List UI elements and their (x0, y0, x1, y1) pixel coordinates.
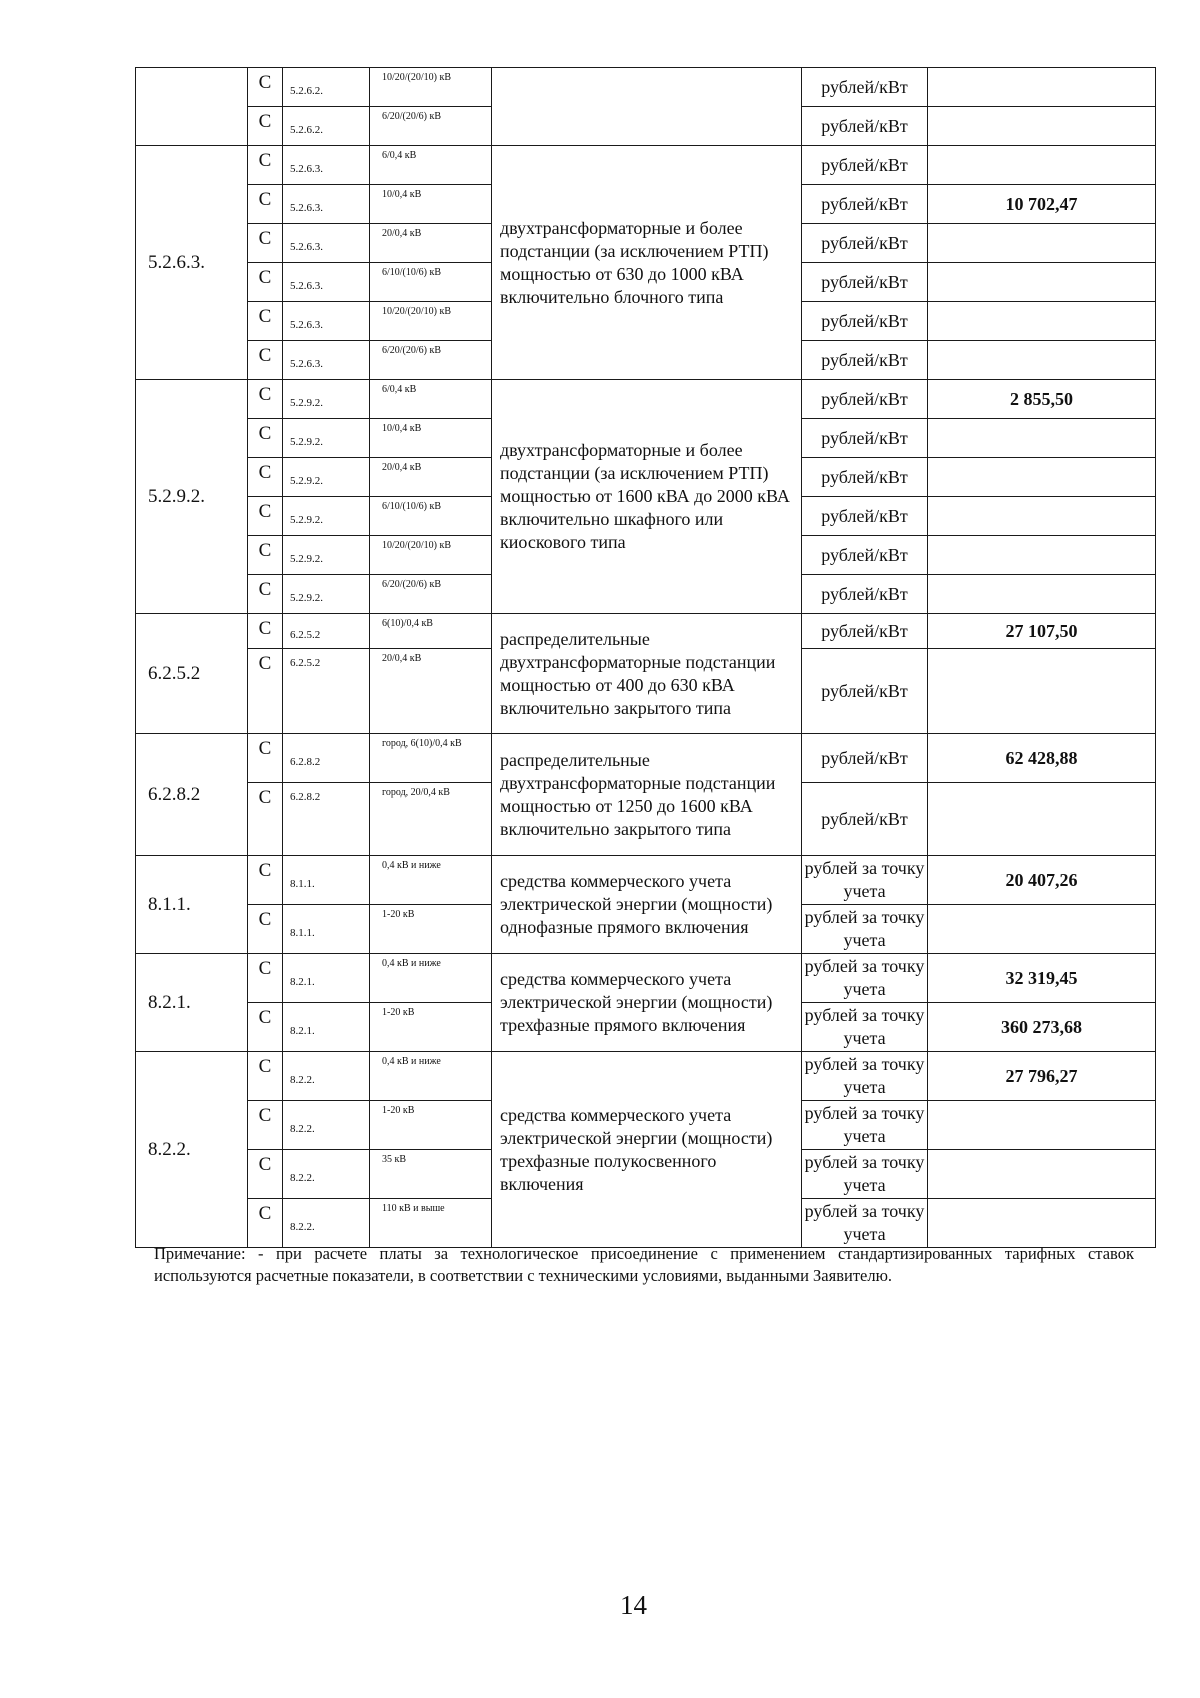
rate-cell (928, 649, 1156, 734)
voltage-cell: 6/10/(10/6) кВ (370, 263, 492, 302)
rate-cell: 360 273,68 (928, 1003, 1156, 1052)
group-code-cell: 5.2.9.2. (136, 380, 248, 614)
voltage-cell: 0,4 кВ и ниже (370, 954, 492, 1003)
subcode-cell: 8.2.2. (283, 1199, 370, 1248)
subcode-cell: 8.2.1. (283, 1003, 370, 1052)
group-code-cell: 8.2.2. (136, 1052, 248, 1248)
voltage-cell: 10/0,4 кВ (370, 419, 492, 458)
category-cell: С (248, 954, 283, 1003)
page-number: 14 (620, 1590, 647, 1620)
unit-cell: рублей за точку учета (802, 1199, 928, 1248)
category-cell: С (248, 905, 283, 954)
rate-cell: 10 702,47 (928, 185, 1156, 224)
unit-cell: рублей за точку учета (802, 1150, 928, 1199)
voltage-cell: 0,4 кВ и ниже (370, 1052, 492, 1101)
category-cell: С (248, 146, 283, 185)
unit-cell: рублей/кВт (802, 536, 928, 575)
voltage-cell: 1-20 кВ (370, 1003, 492, 1052)
subcode-cell: 5.2.6.3. (283, 146, 370, 185)
unit-cell: рублей за точку учета (802, 905, 928, 954)
group-code-cell: 8.2.1. (136, 954, 248, 1052)
rate-cell (928, 224, 1156, 263)
subcode-cell: 8.1.1. (283, 856, 370, 905)
description-cell: распределительные двухтрансформаторные подстанции мощностью от 400 до 630 кВА включительно закрытого типа (492, 614, 802, 734)
subcode-cell: 6.2.5.2 (283, 649, 370, 734)
category-cell: С (248, 575, 283, 614)
voltage-cell: 6/20/(20/6) кВ (370, 107, 492, 146)
unit-cell: рублей/кВт (802, 614, 928, 649)
category-cell: С (248, 224, 283, 263)
voltage-cell: 6/10/(10/6) кВ (370, 497, 492, 536)
table-row (136, 1052, 1156, 1101)
unit-cell: рублей за точку учета (802, 1101, 928, 1150)
rate-cell: 20 407,26 (928, 856, 1156, 905)
unit-cell: рублей/кВт (802, 107, 928, 146)
category-cell: С (248, 734, 283, 783)
subcode-cell: 5.2.9.2. (283, 536, 370, 575)
unit-cell: рублей/кВт (802, 419, 928, 458)
subcode-cell: 5.2.6.3. (283, 224, 370, 263)
subcode-cell: 5.2.6.3. (283, 185, 370, 224)
description-cell: распределительные двухтрансформаторные подстанции мощностью от 1250 до 1600 кВА включительно закрытого типа (492, 734, 802, 856)
rate-cell (928, 1199, 1156, 1248)
subcode-cell: 5.2.6.3. (283, 263, 370, 302)
rate-cell: 62 428,88 (928, 734, 1156, 783)
subcode-cell: 5.2.9.2. (283, 419, 370, 458)
category-cell: С (248, 649, 283, 734)
unit-cell: рублей/кВт (802, 302, 928, 341)
subcode-cell: 5.2.9.2. (283, 458, 370, 497)
table-row (136, 954, 1156, 1003)
category-cell: С (248, 614, 283, 649)
category-cell: С (248, 341, 283, 380)
category-cell: С (248, 856, 283, 905)
subcode-cell: 6.2.8.2 (283, 783, 370, 856)
unit-cell: рублей/кВт (802, 649, 928, 734)
voltage-cell: 1-20 кВ (370, 1101, 492, 1150)
rate-cell (928, 341, 1156, 380)
group-code-cell (136, 68, 248, 146)
voltage-cell: 10/0,4 кВ (370, 185, 492, 224)
description-cell: средства коммерческого учета электрической энергии (мощности) трехфазные полукосвенного включения (492, 1052, 802, 1248)
voltage-cell: 6/20/(20/6) кВ (370, 341, 492, 380)
subcode-cell: 5.2.6.2. (283, 107, 370, 146)
subcode-cell: 5.2.9.2. (283, 380, 370, 419)
rate-cell: 2 855,50 (928, 380, 1156, 419)
subcode-cell: 5.2.6.3. (283, 302, 370, 341)
unit-cell: рублей/кВт (802, 263, 928, 302)
category-cell: С (248, 263, 283, 302)
category-cell: С (248, 380, 283, 419)
unit-cell: рублей/кВт (802, 497, 928, 536)
unit-cell: рублей/кВт (802, 458, 928, 497)
category-cell: С (248, 185, 283, 224)
voltage-cell: 20/0,4 кВ (370, 649, 492, 734)
unit-cell: рублей/кВт (802, 783, 928, 856)
rate-cell (928, 536, 1156, 575)
voltage-cell: 10/20/(20/10) кВ (370, 68, 492, 107)
voltage-cell: 35 кВ (370, 1150, 492, 1199)
category-cell: С (248, 302, 283, 341)
table-row (136, 146, 1156, 185)
table-row (136, 614, 1156, 649)
unit-cell: рублей/кВт (802, 146, 928, 185)
category-cell: С (248, 497, 283, 536)
unit-cell: рублей/кВт (802, 224, 928, 263)
subcode-cell: 5.2.6.3. (283, 341, 370, 380)
group-code-cell: 5.2.6.3. (136, 146, 248, 380)
table-row (136, 734, 1156, 783)
rate-cell (928, 107, 1156, 146)
voltage-cell: 0,4 кВ и ниже (370, 856, 492, 905)
category-cell: С (248, 1052, 283, 1101)
description-cell (492, 68, 802, 146)
subcode-cell: 5.2.6.2. (283, 68, 370, 107)
subcode-cell: 6.2.8.2 (283, 734, 370, 783)
unit-cell: рублей за точку учета (802, 856, 928, 905)
group-code-cell: 8.1.1. (136, 856, 248, 954)
unit-cell: рублей за точку учета (802, 954, 928, 1003)
description-cell: средства коммерческого учета электрической энергии (мощности) трехфазные прямого включения (492, 954, 802, 1052)
unit-cell: рублей/кВт (802, 341, 928, 380)
table-row (136, 380, 1156, 419)
unit-cell: рублей/кВт (802, 68, 928, 107)
rate-cell (928, 1101, 1156, 1150)
unit-cell: рублей за точку учета (802, 1052, 928, 1101)
category-cell: С (248, 536, 283, 575)
rate-cell (928, 302, 1156, 341)
rate-cell: 27 107,50 (928, 614, 1156, 649)
rate-cell (928, 497, 1156, 536)
voltage-cell: 6/20/(20/6) кВ (370, 575, 492, 614)
description-cell: средства коммерческого учета электрической энергии (мощности) однофазные прямого включения (492, 856, 802, 954)
voltage-cell: 6(10)/0,4 кВ (370, 614, 492, 649)
rate-cell (928, 146, 1156, 185)
voltage-cell: 20/0,4 кВ (370, 458, 492, 497)
subcode-cell: 5.2.9.2. (283, 497, 370, 536)
rate-cell: 32 319,45 (928, 954, 1156, 1003)
unit-cell: рублей/кВт (802, 575, 928, 614)
category-cell: С (248, 458, 283, 497)
rate-cell (928, 1150, 1156, 1199)
rate-cell (928, 263, 1156, 302)
description-cell: двухтрансформаторные и более подстанции (за исключением РТП) мощностью от 630 до 1000 кВА включительно блочного типа (492, 146, 802, 380)
category-cell: С (248, 1150, 283, 1199)
category-cell: С (248, 783, 283, 856)
category-cell: С (248, 107, 283, 146)
voltage-cell: 20/0,4 кВ (370, 224, 492, 263)
rate-cell (928, 905, 1156, 954)
subcode-cell: 8.1.1. (283, 905, 370, 954)
subcode-cell: 8.2.2. (283, 1101, 370, 1150)
rate-cell (928, 783, 1156, 856)
category-cell: С (248, 1003, 283, 1052)
group-code-cell: 6.2.5.2 (136, 614, 248, 734)
voltage-cell: 1-20 кВ (370, 905, 492, 954)
rate-cell (928, 68, 1156, 107)
subcode-cell: 8.2.1. (283, 954, 370, 1003)
rate-cell: 27 796,27 (928, 1052, 1156, 1101)
unit-cell: рублей за точку учета (802, 1003, 928, 1052)
voltage-cell: 6/0,4 кВ (370, 380, 492, 419)
subcode-cell: 8.2.2. (283, 1150, 370, 1199)
subcode-cell: 6.2.5.2 (283, 614, 370, 649)
description-cell: двухтрансформаторные и более подстанции (за исключением РТП) мощностью от 1600 кВА до 2000 кВА включительно шкафного или киоскового типа (492, 380, 802, 614)
voltage-cell: город, 6(10)/0,4 кВ (370, 734, 492, 783)
group-code-cell: 6.2.8.2 (136, 734, 248, 856)
tariff-table (135, 67, 1156, 1248)
table-row (136, 68, 1156, 107)
unit-cell: рублей/кВт (802, 185, 928, 224)
voltage-cell: 10/20/(20/10) кВ (370, 536, 492, 575)
category-cell: С (248, 1199, 283, 1248)
voltage-cell: 10/20/(20/10) кВ (370, 302, 492, 341)
category-cell: С (248, 1101, 283, 1150)
rate-cell (928, 575, 1156, 614)
unit-cell: рублей/кВт (802, 380, 928, 419)
voltage-cell: город, 20/0,4 кВ (370, 783, 492, 856)
footnote: Примечание: - при расчете платы за технологическое присоединение с применением стандартизированных тарифных ставок используются расчетные показатели, в соответствии с техническими условиями, выданными Заявителю. (154, 1244, 1134, 1285)
rate-cell (928, 419, 1156, 458)
voltage-cell: 6/0,4 кВ (370, 146, 492, 185)
category-cell: С (248, 419, 283, 458)
category-cell: С (248, 68, 283, 107)
subcode-cell: 8.2.2. (283, 1052, 370, 1101)
table-row (136, 856, 1156, 905)
unit-cell: рублей/кВт (802, 734, 928, 783)
voltage-cell: 110 кВ и выше (370, 1199, 492, 1248)
rate-cell (928, 458, 1156, 497)
subcode-cell: 5.2.9.2. (283, 575, 370, 614)
